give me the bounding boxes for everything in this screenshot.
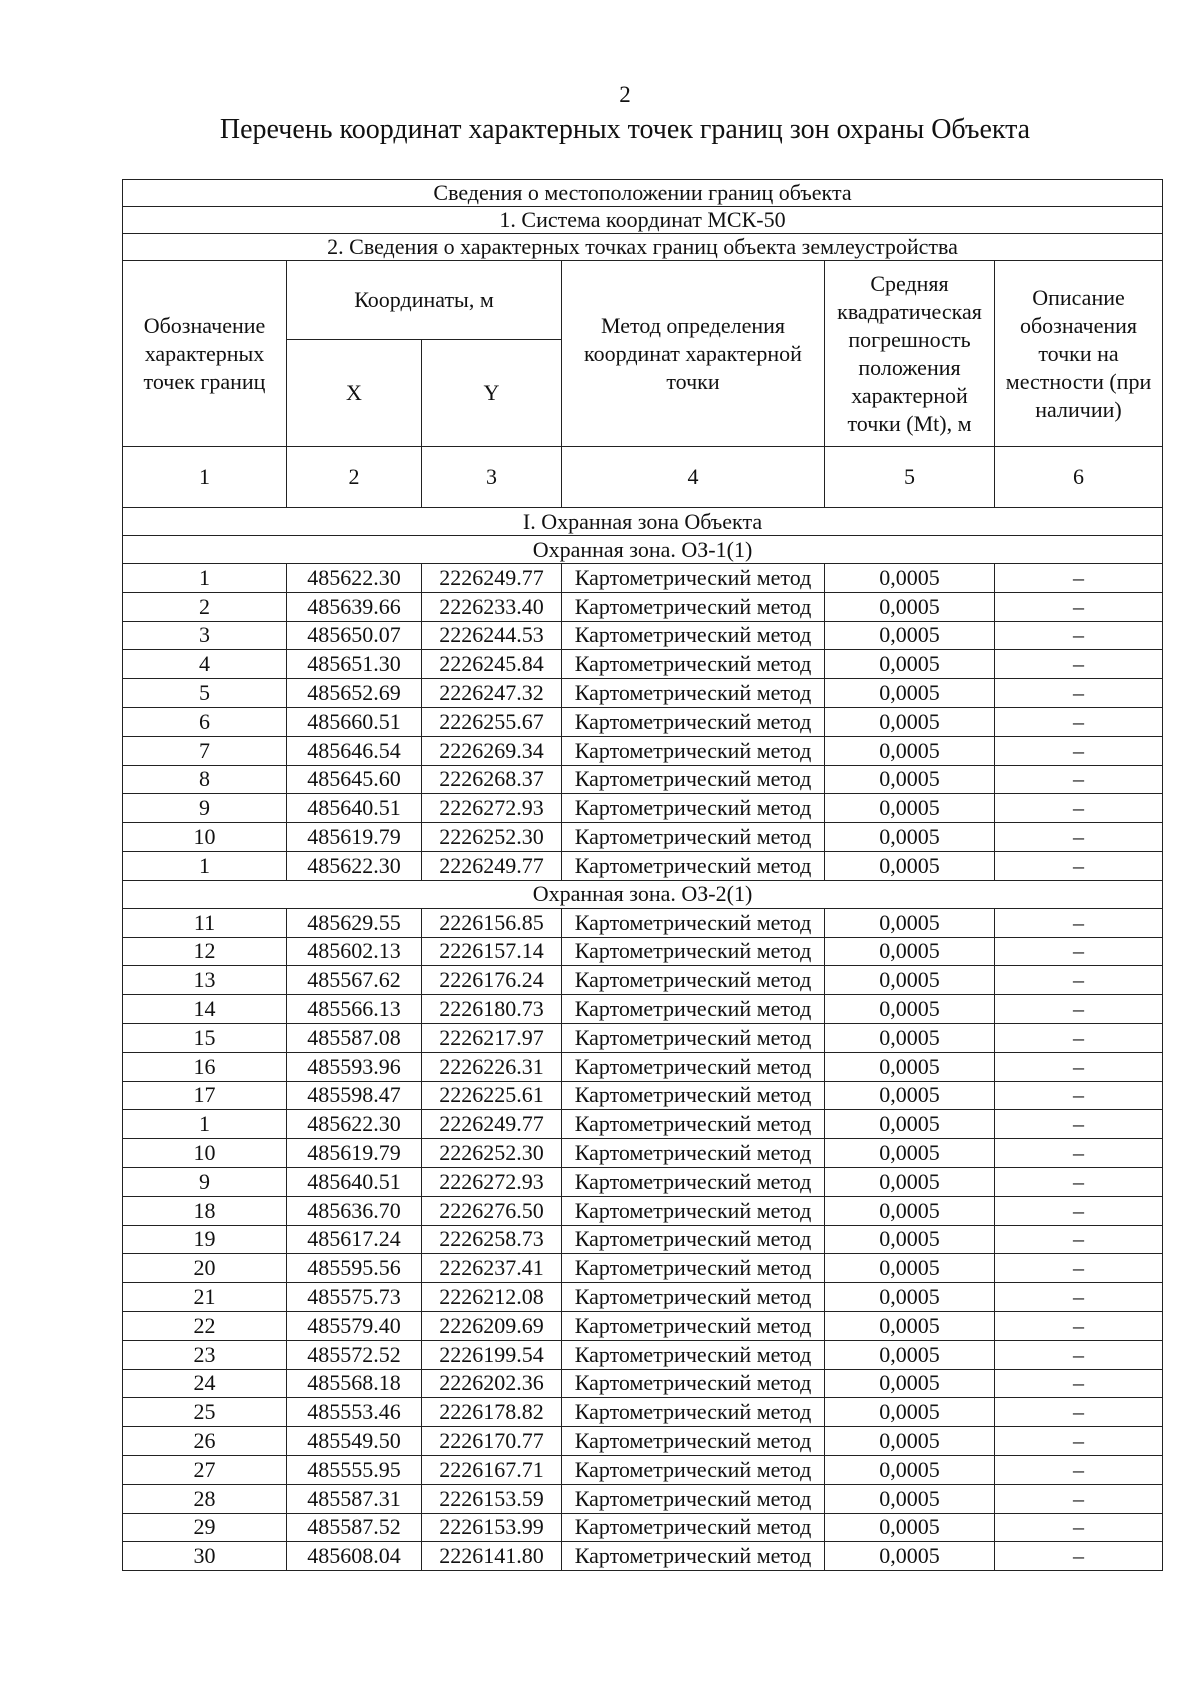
error-cell: 0,0005 — [825, 1052, 995, 1081]
point-id-cell: 1 — [123, 851, 287, 880]
header-mean-error: Средняя квадратическая погрешность положения характерной точки (Mt), м — [825, 261, 995, 447]
header-x: X — [287, 340, 422, 447]
method-cell: Картометрический метод — [562, 823, 825, 852]
section-title: I. Охранная зона Объекта — [123, 508, 1163, 536]
x-coordinate-cell: 485617.24 — [287, 1225, 422, 1254]
y-coordinate-cell: 2226141.80 — [422, 1542, 562, 1571]
error-cell: 0,0005 — [825, 1139, 995, 1168]
error-cell: 0,0005 — [825, 1311, 995, 1340]
point-id-cell: 11 — [123, 908, 287, 937]
error-cell: 0,0005 — [825, 1283, 995, 1312]
y-coordinate-cell: 2226249.77 — [422, 1110, 562, 1139]
y-coordinate-cell: 2226202.36 — [422, 1369, 562, 1398]
table-row — [123, 707, 1163, 736]
description-cell: – — [995, 1427, 1163, 1456]
y-coordinate-cell: 2226237.41 — [422, 1254, 562, 1283]
y-coordinate-cell: 2226276.50 — [422, 1196, 562, 1225]
error-cell: 0,0005 — [825, 1196, 995, 1225]
description-cell: – — [995, 736, 1163, 765]
error-cell: 0,0005 — [825, 1167, 995, 1196]
table-row — [123, 1427, 1163, 1456]
method-cell: Картометрический метод — [562, 1484, 825, 1513]
table-row — [123, 1311, 1163, 1340]
x-coordinate-cell: 485566.13 — [287, 995, 422, 1024]
y-coordinate-cell: 2226167.71 — [422, 1455, 562, 1484]
table-row — [123, 1023, 1163, 1052]
x-coordinate-cell: 485660.51 — [287, 707, 422, 736]
description-cell: – — [995, 851, 1163, 880]
table-row — [123, 736, 1163, 765]
description-cell: – — [995, 1484, 1163, 1513]
point-id-cell: 1 — [123, 1110, 287, 1139]
y-coordinate-cell: 2226269.34 — [422, 736, 562, 765]
y-coordinate-cell: 2226244.53 — [422, 621, 562, 650]
point-id-cell: 26 — [123, 1427, 287, 1456]
table-row — [123, 823, 1163, 852]
point-id-cell: 30 — [123, 1542, 287, 1571]
point-id-cell: 6 — [123, 707, 287, 736]
x-coordinate-cell: 485652.69 — [287, 679, 422, 708]
x-coordinate-cell: 485593.96 — [287, 1052, 422, 1081]
x-coordinate-cell: 485553.46 — [287, 1398, 422, 1427]
y-coordinate-cell: 2226252.30 — [422, 1139, 562, 1168]
method-cell: Картометрический метод — [562, 1254, 825, 1283]
error-cell: 0,0005 — [825, 966, 995, 995]
y-coordinate-cell: 2226272.93 — [422, 794, 562, 823]
coordinates-table — [122, 179, 1163, 1571]
x-coordinate-cell: 485568.18 — [287, 1369, 422, 1398]
x-coordinate-cell: 485619.79 — [287, 1139, 422, 1168]
description-cell: – — [995, 937, 1163, 966]
description-cell: – — [995, 1167, 1163, 1196]
description-cell: – — [995, 679, 1163, 708]
y-coordinate-cell: 2226226.31 — [422, 1052, 562, 1081]
y-coordinate-cell: 2226176.24 — [422, 966, 562, 995]
y-coordinate-cell: 2226153.59 — [422, 1484, 562, 1513]
point-id-cell: 2 — [123, 592, 287, 621]
error-cell: 0,0005 — [825, 1340, 995, 1369]
table-row — [123, 1196, 1163, 1225]
description-cell: – — [995, 1254, 1163, 1283]
x-coordinate-cell: 485587.31 — [287, 1484, 422, 1513]
column-number: 3 — [422, 447, 562, 508]
error-cell: 0,0005 — [825, 1254, 995, 1283]
point-id-cell: 13 — [123, 966, 287, 995]
header-designation: Обозначение характерных точек границ — [123, 261, 287, 447]
error-cell: 0,0005 — [825, 1398, 995, 1427]
method-cell: Картометрический метод — [562, 937, 825, 966]
description-cell: – — [995, 564, 1163, 593]
description-cell: – — [995, 908, 1163, 937]
point-id-cell: 5 — [123, 679, 287, 708]
x-coordinate-cell: 485640.51 — [287, 794, 422, 823]
point-id-cell: 9 — [123, 1167, 287, 1196]
error-cell: 0,0005 — [825, 621, 995, 650]
description-cell: – — [995, 707, 1163, 736]
error-cell: 0,0005 — [825, 851, 995, 880]
method-cell: Картометрический метод — [562, 908, 825, 937]
zone-header-row — [123, 536, 1163, 564]
zone-header-row — [123, 880, 1163, 908]
error-cell: 0,0005 — [825, 1484, 995, 1513]
x-coordinate-cell: 485549.50 — [287, 1427, 422, 1456]
y-coordinate-cell: 2226209.69 — [422, 1311, 562, 1340]
y-coordinate-cell: 2226225.61 — [422, 1081, 562, 1110]
point-id-cell: 4 — [123, 650, 287, 679]
column-number: 6 — [995, 447, 1163, 508]
x-coordinate-cell: 485595.56 — [287, 1254, 422, 1283]
error-cell: 0,0005 — [825, 908, 995, 937]
point-id-cell: 3 — [123, 621, 287, 650]
table-row — [123, 1542, 1163, 1571]
method-cell: Картометрический метод — [562, 1023, 825, 1052]
error-cell: 0,0005 — [825, 564, 995, 593]
error-cell: 0,0005 — [825, 1542, 995, 1571]
point-id-cell: 1 — [123, 564, 287, 593]
x-coordinate-cell: 485602.13 — [287, 937, 422, 966]
error-cell: 0,0005 — [825, 679, 995, 708]
point-id-cell: 25 — [123, 1398, 287, 1427]
method-cell: Картометрический метод — [562, 966, 825, 995]
zone-title: Охранная зона. ОЗ-2(1) — [123, 880, 1163, 908]
error-cell: 0,0005 — [825, 1513, 995, 1542]
x-coordinate-cell: 485645.60 — [287, 765, 422, 794]
y-coordinate-cell: 2226245.84 — [422, 650, 562, 679]
x-coordinate-cell: 485629.55 — [287, 908, 422, 937]
description-cell: – — [995, 1081, 1163, 1110]
table-row — [123, 621, 1163, 650]
error-cell: 0,0005 — [825, 707, 995, 736]
error-cell: 0,0005 — [825, 1455, 995, 1484]
table-row — [123, 937, 1163, 966]
point-id-cell: 29 — [123, 1513, 287, 1542]
point-id-cell: 9 — [123, 794, 287, 823]
table-row — [123, 1455, 1163, 1484]
error-cell: 0,0005 — [825, 1369, 995, 1398]
description-cell: – — [995, 1455, 1163, 1484]
method-cell: Картометрический метод — [562, 1139, 825, 1168]
y-coordinate-cell: 2226258.73 — [422, 1225, 562, 1254]
description-cell: – — [995, 621, 1163, 650]
error-cell: 0,0005 — [825, 736, 995, 765]
description-cell: – — [995, 1513, 1163, 1542]
y-coordinate-cell: 2226272.93 — [422, 1167, 562, 1196]
header-coordinates: Координаты, м — [287, 261, 562, 340]
table-row — [123, 851, 1163, 880]
description-cell: – — [995, 1369, 1163, 1398]
error-cell: 0,0005 — [825, 1427, 995, 1456]
y-coordinate-cell: 2226180.73 — [422, 995, 562, 1024]
description-cell: – — [995, 1398, 1163, 1427]
point-id-cell: 22 — [123, 1311, 287, 1340]
description-cell: – — [995, 1225, 1163, 1254]
x-coordinate-cell: 485622.30 — [287, 1110, 422, 1139]
x-coordinate-cell: 485572.52 — [287, 1340, 422, 1369]
point-id-cell: 12 — [123, 937, 287, 966]
method-cell: Картометрический метод — [562, 765, 825, 794]
error-cell: 0,0005 — [825, 823, 995, 852]
table-row — [123, 1484, 1163, 1513]
table-row — [123, 1254, 1163, 1283]
point-id-cell: 7 — [123, 736, 287, 765]
method-cell: Картометрический метод — [562, 564, 825, 593]
method-cell: Картометрический метод — [562, 650, 825, 679]
description-cell: – — [995, 1023, 1163, 1052]
column-number: 4 — [562, 447, 825, 508]
y-coordinate-cell: 2226199.54 — [422, 1340, 562, 1369]
y-coordinate-cell: 2226178.82 — [422, 1398, 562, 1427]
column-number: 2 — [287, 447, 422, 508]
x-coordinate-cell: 485640.51 — [287, 1167, 422, 1196]
description-cell: – — [995, 592, 1163, 621]
error-cell: 0,0005 — [825, 1081, 995, 1110]
y-coordinate-cell: 2226157.14 — [422, 937, 562, 966]
point-id-cell: 27 — [123, 1455, 287, 1484]
method-cell: Картометрический метод — [562, 1455, 825, 1484]
x-coordinate-cell: 485579.40 — [287, 1311, 422, 1340]
description-cell: – — [995, 1110, 1163, 1139]
method-cell: Картометрический метод — [562, 1369, 825, 1398]
table-row — [123, 592, 1163, 621]
description-cell: – — [995, 1052, 1163, 1081]
y-coordinate-cell: 2226217.97 — [422, 1023, 562, 1052]
point-id-cell: 28 — [123, 1484, 287, 1513]
method-cell: Картометрический метод — [562, 1110, 825, 1139]
method-cell: Картометрический метод — [562, 1427, 825, 1456]
header-description: Описание обозначения точки на местности (при наличии) — [995, 261, 1163, 447]
page-number: 2 — [619, 82, 631, 107]
column-number: 5 — [825, 447, 995, 508]
method-cell: Картометрический метод — [562, 1513, 825, 1542]
y-coordinate-cell: 2226153.99 — [422, 1513, 562, 1542]
table-row — [123, 765, 1163, 794]
description-cell: – — [995, 794, 1163, 823]
x-coordinate-cell: 485646.54 — [287, 736, 422, 765]
x-coordinate-cell: 485639.66 — [287, 592, 422, 621]
error-cell: 0,0005 — [825, 1225, 995, 1254]
table-row — [123, 966, 1163, 995]
point-id-cell: 15 — [123, 1023, 287, 1052]
error-cell: 0,0005 — [825, 765, 995, 794]
description-cell: – — [995, 1542, 1163, 1571]
method-cell: Картометрический метод — [562, 1052, 825, 1081]
description-cell: – — [995, 1283, 1163, 1312]
point-id-cell: 10 — [123, 1139, 287, 1168]
point-id-cell: 8 — [123, 765, 287, 794]
method-cell: Картометрический метод — [562, 621, 825, 650]
table-row — [123, 1052, 1163, 1081]
header-y: Y — [422, 340, 562, 447]
description-cell: – — [995, 1139, 1163, 1168]
point-id-cell: 19 — [123, 1225, 287, 1254]
header-method: Метод определения координат характерной точки — [562, 261, 825, 447]
table-row — [123, 1369, 1163, 1398]
description-cell: – — [995, 1311, 1163, 1340]
x-coordinate-cell: 485651.30 — [287, 650, 422, 679]
point-id-cell: 20 — [123, 1254, 287, 1283]
method-cell: Картометрический метод — [562, 1196, 825, 1225]
method-cell: Картометрический метод — [562, 1225, 825, 1254]
y-coordinate-cell: 2226233.40 — [422, 592, 562, 621]
x-coordinate-cell: 485587.08 — [287, 1023, 422, 1052]
table-row — [123, 1167, 1163, 1196]
point-id-cell: 21 — [123, 1283, 287, 1312]
description-cell: – — [995, 1196, 1163, 1225]
method-cell: Картометрический метод — [562, 1081, 825, 1110]
column-number: 1 — [123, 447, 287, 508]
y-coordinate-cell: 2226247.32 — [422, 679, 562, 708]
page-title: Перечень координат характерных точек границ зон охраны Объекта — [219, 114, 1031, 145]
y-coordinate-cell: 2226255.67 — [422, 707, 562, 736]
y-coordinate-cell: 2226268.37 — [422, 765, 562, 794]
x-coordinate-cell: 485575.73 — [287, 1283, 422, 1312]
method-cell: Картометрический метод — [562, 995, 825, 1024]
table-row — [123, 650, 1163, 679]
error-cell: 0,0005 — [825, 650, 995, 679]
point-id-cell: 23 — [123, 1340, 287, 1369]
method-cell: Картометрический метод — [562, 1283, 825, 1312]
table-row — [123, 1513, 1163, 1542]
description-cell: – — [995, 765, 1163, 794]
method-cell: Картометрический метод — [562, 679, 825, 708]
table-row — [123, 679, 1163, 708]
x-coordinate-cell: 485622.30 — [287, 851, 422, 880]
table-row — [123, 794, 1163, 823]
method-cell: Картометрический метод — [562, 794, 825, 823]
x-coordinate-cell: 485587.52 — [287, 1513, 422, 1542]
table-row — [123, 1283, 1163, 1312]
method-cell: Картометрический метод — [562, 592, 825, 621]
description-cell: – — [995, 1340, 1163, 1369]
method-cell: Картометрический метод — [562, 1542, 825, 1571]
x-coordinate-cell: 485622.30 — [287, 564, 422, 593]
error-cell: 0,0005 — [825, 995, 995, 1024]
table-row — [123, 995, 1163, 1024]
error-cell: 0,0005 — [825, 937, 995, 966]
description-cell: – — [995, 995, 1163, 1024]
x-coordinate-cell: 485650.07 — [287, 621, 422, 650]
y-coordinate-cell: 2226170.77 — [422, 1427, 562, 1456]
table-row — [123, 564, 1163, 593]
table-row — [123, 1081, 1163, 1110]
x-coordinate-cell: 485598.47 — [287, 1081, 422, 1110]
error-cell: 0,0005 — [825, 1023, 995, 1052]
error-cell: 0,0005 — [825, 592, 995, 621]
x-coordinate-cell: 485567.62 — [287, 966, 422, 995]
description-cell: – — [995, 823, 1163, 852]
method-cell: Картометрический метод — [562, 1311, 825, 1340]
point-id-cell: 17 — [123, 1081, 287, 1110]
x-coordinate-cell: 485555.95 — [287, 1455, 422, 1484]
table-row — [123, 1398, 1163, 1427]
method-cell: Картометрический метод — [562, 707, 825, 736]
table-row — [123, 1139, 1163, 1168]
table-row — [123, 1225, 1163, 1254]
x-coordinate-cell: 485608.04 — [287, 1542, 422, 1571]
method-cell: Картометрический метод — [562, 1398, 825, 1427]
method-cell: Картометрический метод — [562, 1340, 825, 1369]
point-id-cell: 24 — [123, 1369, 287, 1398]
table-row — [123, 908, 1163, 937]
band-characteristic-points: 2. Сведения о характерных точках границ объекта землеустройства — [123, 234, 1163, 261]
table-row — [123, 1110, 1163, 1139]
y-coordinate-cell: 2226249.77 — [422, 851, 562, 880]
error-cell: 0,0005 — [825, 794, 995, 823]
method-cell: Картометрический метод — [562, 1167, 825, 1196]
band-object-boundaries: Сведения о местоположении границ объекта — [123, 180, 1163, 207]
method-cell: Картометрический метод — [562, 851, 825, 880]
table-row — [123, 1340, 1163, 1369]
point-id-cell: 16 — [123, 1052, 287, 1081]
table-body — [123, 180, 1163, 1571]
error-cell: 0,0005 — [825, 1110, 995, 1139]
x-coordinate-cell: 485619.79 — [287, 823, 422, 852]
y-coordinate-cell: 2226252.30 — [422, 823, 562, 852]
y-coordinate-cell: 2226249.77 — [422, 564, 562, 593]
description-cell: – — [995, 650, 1163, 679]
band-coordinate-system: 1. Система координат МСК-50 — [123, 207, 1163, 234]
y-coordinate-cell: 2226212.08 — [422, 1283, 562, 1312]
method-cell: Картометрический метод — [562, 736, 825, 765]
point-id-cell: 10 — [123, 823, 287, 852]
zone-title: Охранная зона. ОЗ-1(1) — [123, 536, 1163, 564]
point-id-cell: 14 — [123, 995, 287, 1024]
y-coordinate-cell: 2226156.85 — [422, 908, 562, 937]
description-cell: – — [995, 966, 1163, 995]
x-coordinate-cell: 485636.70 — [287, 1196, 422, 1225]
point-id-cell: 18 — [123, 1196, 287, 1225]
